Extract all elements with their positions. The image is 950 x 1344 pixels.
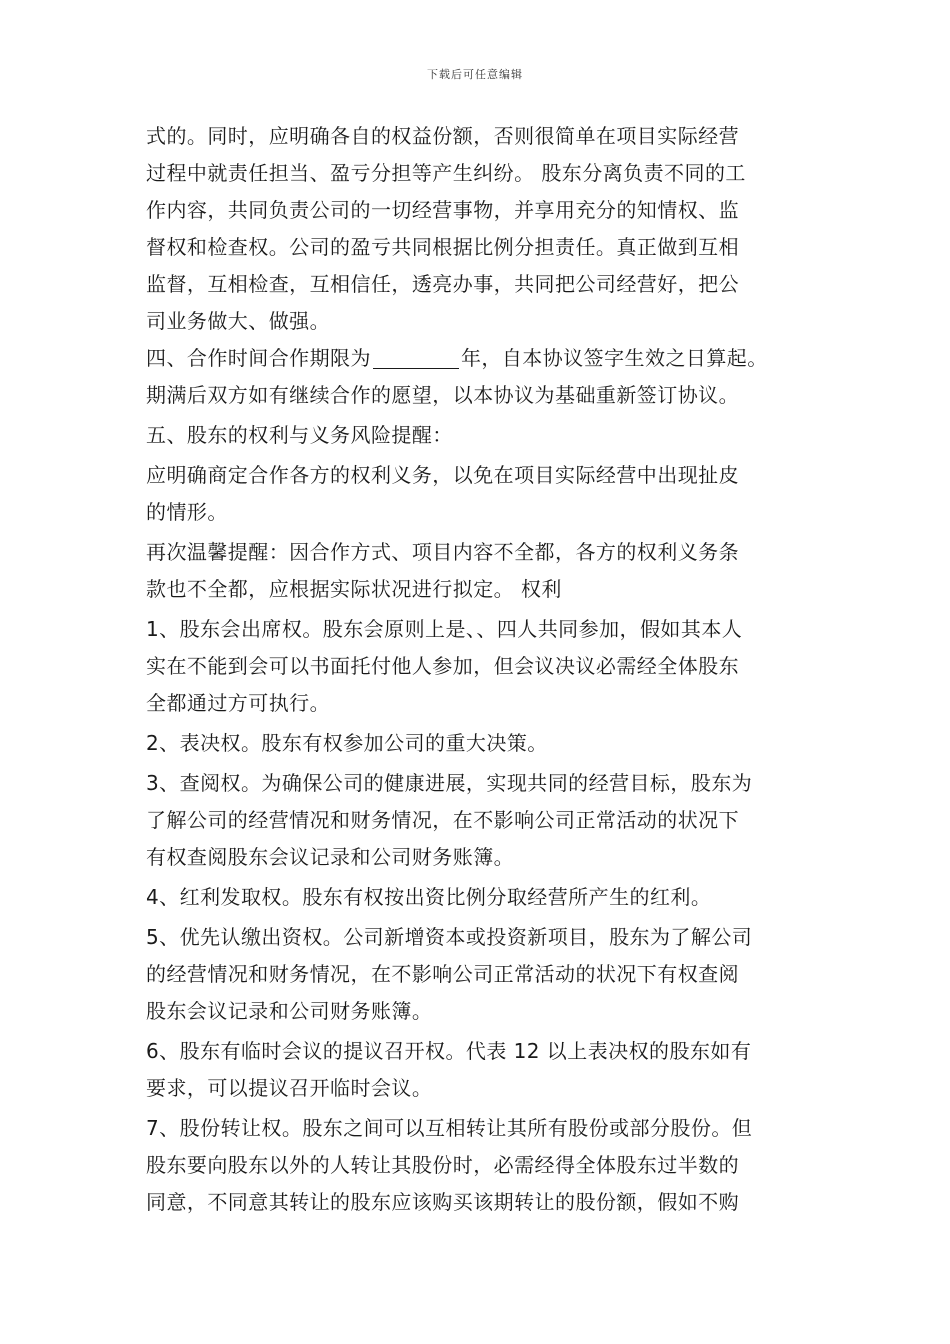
right-item-4 <box>146 879 826 916</box>
section-4-text-before: 四、合作时间合作期限为 <box>146 346 371 370</box>
text-line: 应明确商定合作各方的权利义务，以免在项目实际经营中出现扯皮 <box>146 463 740 487</box>
section-4-text-after: 年，自本协议签字生效之日算起。 <box>460 346 768 370</box>
text-line: 实在不能到会可以书面托付他人参加，但会议决议必需经全体股东 <box>146 654 740 678</box>
right-item-3 <box>146 765 826 876</box>
right-item-5 <box>146 919 826 1030</box>
right-item-1 <box>146 611 826 722</box>
section-5-heading: 五、股东的权利与义务风险提醒： <box>146 423 453 447</box>
text-line: 款也不全都，应根据实际状况进行拟定。 权利 <box>146 577 562 601</box>
text-line: 5、优先认缴出资权。公司新增资本或投资新项目，股东为了解公司 <box>146 925 753 949</box>
text-line: 要求，可以提议召开临时会议。 <box>146 1076 433 1100</box>
text-line: 的经营情况和财务情况，在不影响公司正常活动的状况下有权查阅 <box>146 962 740 986</box>
text-line: 的情形。 <box>146 500 228 524</box>
text-line: 股东要向股东以外的人转让其股份时，必需经得全体股东过半数的 <box>146 1153 740 1177</box>
text-line: 3、查阅权。为确保公司的健康进展，实现共同的经营目标，股东为 <box>146 771 753 795</box>
text-line: 全都通过方可执行。 <box>146 691 331 715</box>
section-4-cooperation-period <box>146 340 826 414</box>
text-line: 4、红利发取权。股东有权按出资比例分取经营所产生的红利。 <box>146 885 712 909</box>
text-line: 再次温馨提醒：因合作方式、项目内容不全都，各方的权利义务条 <box>146 540 740 564</box>
text-line: 有权查阅股东会议记录和公司财务账簿。 <box>146 845 515 869</box>
text-line: 作内容，共同负责公司的一切经营事物，并享用充分的知情权、监 <box>146 198 740 222</box>
text-line: 期满后双方如有继续合作的愿望，以本协议为基础重新签订协议。 <box>146 383 740 407</box>
document-body <box>146 118 826 1221</box>
text-line: 6、股东有临时会议的提议召开权。代表 12 以上表决权的股东如有 <box>146 1039 752 1063</box>
right-item-6 <box>146 1033 826 1107</box>
text-line: 股东会议记录和公司财务账簿。 <box>146 999 433 1023</box>
text-line: 同意，不同意其转让的股东应该购买该期转让的股份额，假如不购 <box>146 1190 740 1214</box>
text-line: 了解公司的经营情况和财务情况，在不影响公司正常活动的状况下 <box>146 808 740 832</box>
right-item-2 <box>146 725 826 762</box>
text-line: 2、表决权。股东有权参加公司的重大决策。 <box>146 731 548 755</box>
section-4-line-1 <box>146 340 826 377</box>
text-line: 监督，互相检查，互相信任，透亮办事，共同把公司经营好，把公 <box>146 272 740 296</box>
text-line: 过程中就责任担当、盈亏分担等产生纠纷。 股东分离负责不同的工 <box>146 161 746 185</box>
term-years-blank <box>373 346 459 369</box>
section-5-rights-obligations <box>146 417 826 608</box>
text-line: 督权和检查权。公司的盈亏共同根据比例分担责任。真正做到互相 <box>146 235 740 259</box>
text-line: 司业务做大、做强。 <box>146 309 331 333</box>
text-line: 式的。同时，应明确各自的权益份额，否则很简单在项目实际经营 <box>146 124 740 148</box>
rights-list <box>146 611 826 1221</box>
page-header-note: 下载后可任意编辑 <box>427 68 523 81</box>
text-line: 7、股份转让权。股东之间可以互相转让其所有股份或部分股份。但 <box>146 1116 753 1140</box>
text-line: 1、股东会出席权。股东会原则上是、、四人共同参加，假如其本人 <box>146 617 743 641</box>
right-item-7 <box>146 1110 826 1221</box>
paragraph-cooperation-intro <box>146 118 826 340</box>
